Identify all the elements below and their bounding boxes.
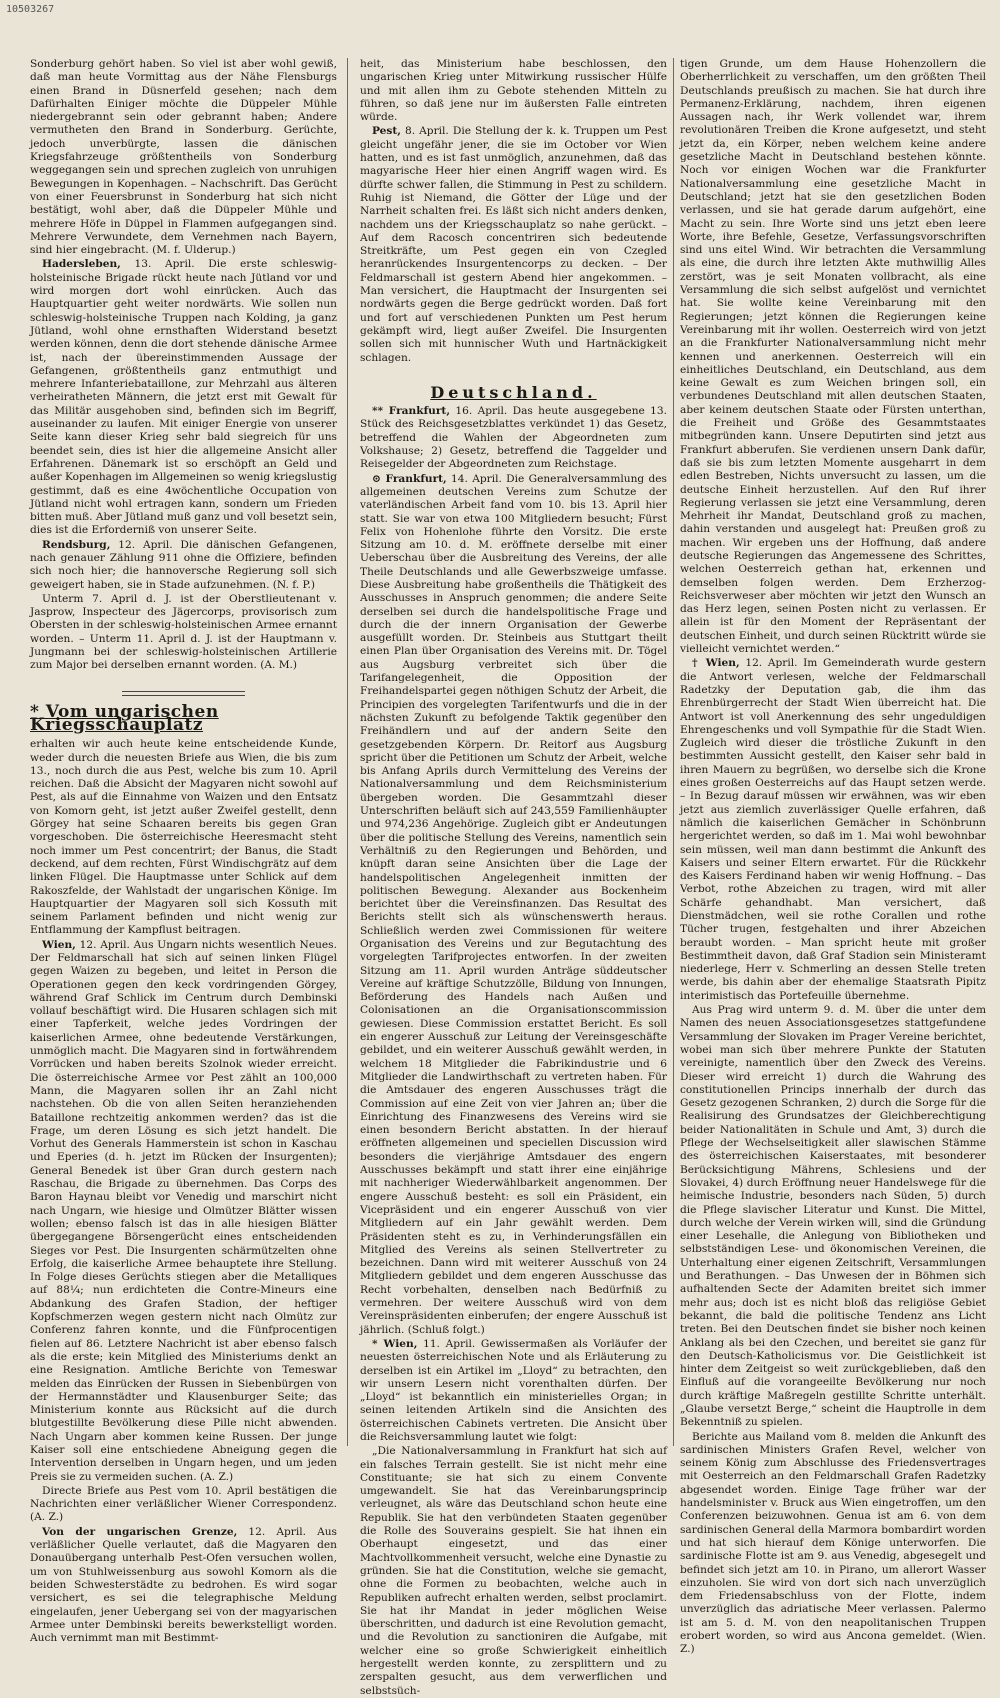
column-middle [360, 58, 667, 1697]
page-id-label: 10503267 [6, 4, 55, 15]
paragraph-text: 12. April. Die dänischen Gefangenen, nach genauer Zählung 911 ohne die Offiziere, befinden sich noch hier; die hannoversche Regierung soll sich geweigert haben, sie in Stade aufzunehmen. (N. f. P.) [30, 538, 337, 591]
paragraph [30, 1526, 337, 1646]
dateline: Pest, [372, 125, 401, 138]
paragraph [30, 939, 337, 1484]
section-break [30, 691, 337, 696]
paragraph-text: 12. April. Im Gemeinderath wurde gestern die Antwort verlesen, welche der Feldmarschall Radetzky der Deputation gab, die ihm das Ehrenbürgerrecht der Stadt Wien überreicht hat. Die Antwort ist voll Anerkennung des sehr ungeduldigen Ehrengeschenks und voll Sympathie für die Stadt Wien. Zugleich wird dieser die tröstliche Zukunft in den bestimmten Aussicht gestellt, den Kaiser sehr bald in ihren Mauern zu begrüßen, wo derselbe sich die Krone eines großen Oesterreichs auf das Haupt setzen werde. – In Bezug darauf müssen wir erwähnen, was wir eben jetzt aus ziemlich zuverlässiger Quelle erfahren, daß nämlich die kaiserlichen Gemächer in Schönbrunn hergerichtet werden, so daß im 1. Mai wohl bewohnbar sein müssen, weil man dann bestimmt die Ankunft des Kaisers und seiner Eltern erwartet. Für die Rückkehr des Kaisers Ferdinand haben wir wenig Hoffnung. – Das Verbot, rothe Abzeichen zu tragen, wird mit aller Schärfe gehandhabt. Man versichert, daß Dienstmädchen, weil sie rothe Corallen und rothe Tücher trugen, festgehalten und ihrer Abzeichen beraubt worden. – Man spricht heute mit großer Bestimmtheit davon, daß Graf Stadion sein Ministeramt niederlege, Herr v. Schmerling an dessen Stelle treten werde, bis dahin aber der ehemalige Staatsrath Pipitz interimistisch das Portefeuille übernehme. [680, 657, 986, 1002]
dateline: Rendsburg, [42, 538, 111, 551]
column-divider [347, 58, 348, 1446]
dateline: * Wien, [372, 1337, 418, 1350]
column-right [680, 58, 986, 1656]
paragraph-text: 8. April. Die Stellung der k. k. Truppen um Pest gleicht ungefähr jener, die sie im October vor Wien hatten, und es ist fast unmöglich, anzunehmen, daß das magyarische Heer hier einen Angriff wagen wird. Es dürfte schwer fallen, die Stimmung in Pest zu schildern. Ruhig ist Niemand, die Götter der Lüge und der Narrheit schalten frei. Es läßt sich nicht anders denken, nachdem uns der Kriegsschauplatz so nahe gerückt. – Auf dem Racosch concentriren sich bedeutende Streitkräfte, um Pest gegen ein von Czegled heranrückendes Insurgentencorps zu decken. – Der Feldmarschall ist gestern Abend hier angekommen. – Man versichert, die Hauptmacht der Insurgenten sei nordwärts gegen die Berge gedrückt worden. Daß fort und fort auf verschiedenen Punkten um Pest herum gekämpft wird, liegt außer Zweifel. Die Insurgenten sollen sich mit hunnischer Wuth und Hartnäckigkeit schlagen. [360, 125, 667, 364]
paragraph [360, 473, 667, 1337]
dateline: ** Frankfurt, [372, 405, 451, 418]
paragraph-text: 13. April. Die erste schleswig-holsteinische Brigade rückt heute nach Jütland vor und wird morgen dort wohl einrücken. Auch das Hauptquartier geht weiter nordwärts. Wie sollen nun schleswig-holsteinische Truppen nach Kolding, ja ganz Jütland, wohl ohne ernsthaften Widerstand besetzt werden können, denn die dort stehende dänische Armee ist, nach der übereinstimmenden Aussage der Gefangenen, größtentheils ganz entmuthigt und mehrere Infanteriebataillone, zur Mehrzahl aus älteren verheiratheten Männern, die jetzt erst mit Gewalt für das Militär ausgehoben sind, befinden sich im Begriff, auseinander zu laufen. Mit einiger Energie von unserer Seite kann dieser Krieg sehr bald siegreich für uns beendet sein, dies ist hier die allgemeine Ansicht aller Erfahrenen. Dänemark ist so erschöpft an Geld und außer Kopenhagen im Allgemeinen so wenig kriegslustig gestimmt, daß es eine 4wöchentliche Occupation von Jütland nicht wohl ertragen kann, sondern um Frieden bitten muß. Aber Jütland muß ganz und voll besetzt sein, dies ist die Erforderniß von unserer Seite. [30, 258, 337, 537]
paragraph: heit, das Ministerium habe beschlossen, den ungarischen Krieg unter Mitwirkung russischer Hülfe und mit allen ihm zu Gebote stehenden Mitteln zu führen, so daß jene nur im äußersten Falle eintreten würde. [360, 58, 667, 124]
paragraph: Directe Briefe aus Pest vom 10. April bestätigen die Nachrichten einer verläßlicher Wiener Correspondenz. (A. Z.) [30, 1484, 337, 1524]
paragraph [680, 657, 986, 1003]
paragraph [360, 125, 667, 364]
paragraph [360, 405, 667, 471]
paragraph: erhalten wir auch heute keine entscheidende Kunde, weder durch die neuesten Briefe aus Wien, die bis zum 13., noch durch die aus Pest, welche bis zum 10. April reichen. Daß die Absicht der Magyaren nicht sowohl auf Pest, als auf die Einnahme von Waizen und den Entsatz von Komorn geht, ist jetzt außer Zweifel gestellt, denn Görgey hat seine Schaaren bereits bis gegen Gran vorgeschoben. Die österreichische Heeresmacht steht noch immer um Pest concentrirt; der Banus, die Stadt deckend, auf dem rechten, Fürst Windischgrätz auf dem linken Flügel. Die Hauptmasse unter Schlick auf dem Rakoszfelde, der Wahlstadt der ungarischen Könige. Im Hauptquartier der Magyaren soll sich Kossuth mit seinem Parlament befinden und nicht wenig zur Entflammung der Kampflust beitragen. [30, 738, 337, 937]
ornament-rule [122, 691, 245, 696]
paragraph [30, 539, 337, 592]
column-divider [673, 58, 674, 1446]
paragraph-text: 12. April. Aus Ungarn nichts wesentlich Neues. Der Feldmarschall hat sich auf seinen linken Flügel gegen Waizen zu begeben, und leitet in Person die Operationen gegen den keck vordringenden Görgey, während Graf Schlick im Centrum durch Dembinski vollauf beschäftigt wird. Die Husaren schlagen sich mit einer Tapferkeit, welche jedes Vordringen der kaiserlichen Armee, ohne bedeutende Verstärkungen, unmöglich macht. Die Magyaren sind in fortwährendem Vorrücken und haben bereits Szolnok wieder erreicht. Die österreichische Armee vor Pest zählt an 100,000 Mann, die Magyaren sollen ihr an Zahl nicht nachstehen. Ob die von allen Seiten heranziehenden Bataillone rechtzeitig ankommen werden? das ist die Frage, um deren Lösung es sich jetzt handelt. Die Vorhut des Generals Hammerstein ist schon in Kaschau und Eperies (d. h. jetzt im Rücken der Insurgenten); General Benedek ist über Gran durch gestern nach Raschau, die Brigade zu übernehmen. Das Corps des Baron Haynau bleibt vor Venedig und marschirt nicht nach Ungarn, wie hiesige und Olmützer Blätter wissen wollen; ebenso falsch ist das in alle hiesigen Blätter übergegangene Börsengerücht eines entscheidenden Sieges vor Pest. Die Insurgenten schärmützelten ohne Erfolg, die kaiserliche Armee behauptete ihre Stellung. In Folge dieses Gerüchts stiegen aber die Metalliques auf 88¼; nun erdichteten die Contre-Mineurs eine Abdankung des Grafen Stadion, der heftiger Kopfschmerzen wegen gestern nicht nach Olmütz zur Conferenz fahren konnte, und die Fünfprocentigen fielen auf 86. Letztere Nachricht ist aber ebenso falsch als die erste; kein Mitglied des Ministeriums denkt an eine Resignation. Amtliche Berichte von Temeswar melden das Einrücken der Russen in Siebenbürgen von der Hermannstädter und Klausenburger Seite; das Ministerium konnte aus Rücksicht auf die durch blutgestillte Bevölkerung diese Pille nicht abwenden. Nach Ungarn aber kommen keine Russen. Der junge Kaiser soll eine entschiedene Abneigung gegen die Intervention derselben in Ungarn hegen, und um jeden Preis sie zu vermeiden suchen. (A. Z.) [30, 938, 337, 1483]
paragraph: Aus Prag wird unterm 9. d. M. über die unter dem Namen des neuen Associationsgesetzes stattgefundene Versammlung der Slovaken im Prager Vereine berichtet, wobei man sich über mehrere Punkte der Statuten vereinigte, namentlich über den Zweck des Vereins. Dieser wird erreicht 1) durch die Wahrung des constitutionellen Princips innerhalb der durch das Gesetz gezogenen Schranken, 2) durch die Sorge für die Realisirung des Grundsatzes der Gleichberechtigung beider Nationalitäten in Schule und Amt, 3) durch die Pflege der Wechselseitigkeit aller slawischen Stämme des österreichischen Kaiserstaates, mit besonderer Berücksichtigung Mährens, Schlesiens und der Slovakei, 4) durch Eröffnung neuer Handelswege für die heimische Industrie, besonders nach Süden, 5) durch die Pflege slavischer Literatur und Kunst. Die Mittel, durch welche der Verein wirken will, sind die Gründung einer Lesehalle, die Anlegung von Bibliotheken und selbstständigen Lese- und ökonomischen Vereinen, die Unterhaltung einer eigenen Zeitschrift, Versammlungen und Berathungen. – Das Unwesen der in Böhmen sich aufhaltenden Secte der Adamiten breitet sich immer mehr aus; doch ist es nicht bloß das religiöse Gebiet bekannt, die bald die politische Tendenz ans Licht treten. Bei den Deutschen findet sie bisher noch keinen Anklang als bei den Czechen, und bereitet sie ganz für den Deutsch-Katholicismus vor. Die Geistlichkeit ist hinter dem Zeitgeist so weit zurückgeblieben, daß den Einfluß auf die vorangeeilte Bevölkerung nur noch durch kräftige Maßregeln gestillte Schritte unterhält. „Glaube versetzt Berge,“ scheint die Hauptrolle in dem Bekenntniß zu spielen. [680, 1004, 986, 1429]
dateline: Von der ungarischen Grenze, [42, 1525, 238, 1538]
paragraph-text: 14. April. Die Generalversammlung des allgemeinen deutschen Vereins zum Schutze der vaterländischen Arbeit fand vom 10. bis 13. April hier statt. Sie war von etwa 100 Mitgliedern besucht; Fürst Felix von Hohenlohe führte den Vorsitz. Die erste Sitzung am 10. d. M. eröffnete derselbe mit einer Ueberschau über die Ausbreitung des Vereins, der alle Theile Deutschlands und alle Gewerbszweige umfasse. Diese Ausbreitung habe großentheils die Thätigkeit des Ausschusses in Anspruch genommen; die andere Seite derselben sei durch die handelspolitische Frage und durch die der innern Organisation der Gewerbe ausgefüllt worden. Dr. Steinbeis aus Stuttgart theilt einen Plan über Organisation des Vereins mit. Dr. Tögel aus Augsburg verbreitet sich über die Tarifangelegenheit, die Opposition der Freihandelspartei gegen nöthigen Schutz der Arbeit, die Principien des vorgelegten Tarifentwurfs und die in der nächsten Zukunft zu befolgende Taktik gegenüber den Freihändlern und auf der andern Seite den gesetzgebenden Körpern. Dr. Reitorf aus Augsburg spricht über die Petitionen um Schutz der Arbeit, welche bis Anfang Aprils durch Vermittelung des Vereins der Nationalversammlung und dem Reichsministerium übergeben worden. Die Gesammtzahl dieser Unterschriften beläuft sich auf 243,559 Familienhäupter und 974,236 Angehörige. Zugleich gibt er Andeutungen über die politische Stellung des Vereins, namentlich sein Verhältniß zu den Regierungen und Behörden, und knüpft daran seine Ansichten über die Lage der handelspolitischen Angelegenheit inmitten der politischen Bewegung. Alexander aus Bockenheim berichtet über die Vereinsfinanzen. Das Resultat des Berichts stellt sich als wünschenswerth heraus. Schließlich werden zwei Commissionen für weitere Organisation des Vereins und zur Begutachtung des vorgelegten Tarifprojectes entworfen. In der zweiten Sitzung am 11. April wurden Anträge süddeutscher Vereine auf kräftige Schutzzölle, Bildung von Innungen, Beförderung des Handels nach Außen und Colonisationen an die Organisationscommission gewiesen. Diese Commission erstattet Bericht. Es soll ein engerer Ausschuß zur Leitung der Vereinsgeschäfte gebildet, und ein weiterer Ausschuß gewählt werden, in welchem 18 Mitglieder die Fabrikindustrie und 6 Mitglieder die Landwirthschaft zu vertreten haben. Für die Amtsdauer des engeren Ausschusses trägt die Commission auf eine Zeit von vier Jahren an; über die Einrichtung des Finanzwesens des Vereins wird sie einen besondern Bericht abstatten. In der hierauf eröffneten allgemeinen und speciellen Discussion wird besonders die vierjährige Amtsdauer des engern Ausschusses bekämpft und statt ihrer eine einjährige mit nachheriger Wiederwählbarkeit angenommen. Der engere Ausschuß besteht: es soll ein Präsident, ein Vicepräsident und ein engerer Ausschuß von vier Mitgliedern auf ein Jahr gewählt werden. Dem Präsidenten steht es zu, in Verhinderungsfällen ein Mitglied des Vereins als seinen Stellvertreter zu bezeichnen. Dann wird mit weiterer Ausschuß von 24 Mitgliedern gebildet und dem engeren Ausschusse das Recht vorbehalten, denselben nach Bedürfniß zu vermehren. Der weitere Ausschuß wird von dem Vereinspräsidenten einberufen; der engere Ausschuß ist jährlich. (Schluß folgt.) [360, 472, 667, 1336]
column-left [30, 58, 337, 1645]
paragraph-text: 12. April. Aus verläßlicher Quelle verlautet, daß die Magyaren den Donauübergang unterhalb Pest-Ofen versuchen wollen, um von Stuhlweissenburg aus sowohl Komorn als die beiden Schwesterstädte zu bedrohen. Es wird sogar versichert, es sei die telegraphische Meldung eingelaufen, jener Uebergang sei von der magyarischen Armee unter Dembinski bereits bewerkstelligt worden. Auch vernimmt man mit Bestimmt- [30, 1525, 337, 1645]
paragraph-text: 16. April. Das heute ausgegebene 13. Stück des Reichsgesetzblattes verkündet 1) das Gesetz, betreffend die Wahlen der Abgeordneten zum Volkshause; 2) Gesetz, betreffend die Taggelder und Reisegelder der Abgeordneten zum Reichstage. [360, 405, 667, 471]
paragraph: tigen Grunde, um dem Hause Hohenzollern die Oberherrlichkeit zu verschaffen, um den größten Theil Deutschlands preußisch zu machen. Sie hat durch ihre Permanenz-Erklärung, nachdem, ihren eigenen Aussagen nach, ihr Werk vollendet war, ihrem revolutionären Treiben die Krone aufgesetzt, und steht jetzt da, ein Körper, neben welchem keine andere gesetzliche Macht in Deutschland bestehen könnte. Noch vor einigen Wochen war die Frankfurter Nationalversammlung eine gesetzliche Macht in Deutschland; jetzt hat sie den gesetzlichen Boden verlassen, und sie hat gerade darum aufgehört, eine Macht zu sein. Ihre Worte sind uns jetzt eben leere Worte, ihre Befehle, Gesetze, Verfassungsvorschriften sind uns eitel Wind. Wir betrachten die Versammlung als eine, die durch ihre letzten Akte muthwillig Alles zerstört, was je seit Monaten vollbracht, als eine Versammlung die sich selbst aufgelöst und vernichtet hat. Sie wollte keine Vereinbarung mit den Regierungen; jetzt können die Regierungen keine Vereinbarung mit ihr wollen. Oesterreich wird von jetzt an die Frankfurter Nationalversammlung nicht mehr kennen und anerkennen. Oesterreich will ein einheitliches Deutschland, ein Deutschland, aus dem keine Gewalt es zum Weichen bringen soll, ein verbundenes Deutschland mit allen deutschen Staaten, aber keinem deutschen Staate oder Fürsten unterthan, die Freiheit und Größe des Gesammtstaates mitbegründen kann. Unsere Deputirten sind jetzt aus Frankfurt abberufen. Sie verdienen unsern Dank dafür, daß sie bis zum letzten Momente ausgeharrt in dem edlen Bestreben, Nichts unversucht zu lassen, um die deutsche Einheit herzustellen. Auf den Ruf ihrer Regierung verlassen sie jetzt eine Versammlung, deren Mehrheit ihr Mandat, Deutschland groß zu machen, dahin verstanden und ausgelegt hat: Preußen groß zu machen. Wir ergeben uns der Hoffnung, daß andere deutsche Regierungen das Angemessene des Schrittes, welchen Oesterreich gethan hat, erkennen und demselben folgen werden. Dem Erzherzog-Reichsverweser aber möchten wir jetzt den Wunsch an das Herz legen, seinen Posten nicht zu verlassen. Er allein ist für den Moment der Repräsentant der deutschen Einheit, und durch seinen Rücktritt würde sie vielleicht vernichtet werden.“ [680, 58, 986, 656]
dateline: Hadersleben, [42, 258, 121, 271]
paragraph-text: 11. April. Gewissermaßen als Vorläufer der neuesten österreichischen Note und als Erläuterung zu derselben ist ein Artikel im „Lloyd“ zu betrachten, den wir unsern Lesern nicht vorenthalten dürfen. Der „Lloyd“ ist bekanntlich ein ministerielles Organ; in seinen leitenden Artikeln sind die Ansichten des österreichischen Cabinets vertreten. Die Ansicht über die Reichsversammlung lautet wie folgt: [360, 1337, 667, 1443]
section-heading-germany: Deutschland. [430, 382, 597, 402]
spacer [360, 366, 667, 382]
section-heading-hungary: * Vom ungarischen Kriegsschauplatz [30, 701, 219, 735]
dateline: ⊙ Frankfurt, [372, 472, 447, 485]
paragraph: Berichte aus Mailand vom 8. melden die Ankunft des sardinischen Ministers Grafen Revel, welcher von seinem König zum Abschlusse des Friedensvertrages mit Oesterreich an den Feldmarschall Grafen Radetzky abgesendet worden. Einige Tage früher war der handelsminister v. Bruck aus Wien eingetroffen, um den Conferenzen beizuwohnen. Genua ist am 6. von dem sardinischen General della Marmora bombardirt worden und hat sich hierauf dem Könige unterworfen. Die sardinische Flotte ist am 9. aus Venedig, abgesegelt und befindet sich jetzt am 10. in Pirano, um allerort Wasser einzuholen. Sie wird von dort sich nach unverzüglich dem Friedensabschluss von der Flotte, indem unverzüglich das adriatische Meer verlassen. Palermo ist am 5. d. M. von den neapolitanischen Truppen erobert worden, so wird aus Ancona gemeldet. (Wien. Z.) [680, 1430, 986, 1656]
paragraph: „Die Nationalversammlung in Frankfurt hat sich auf ein falsches Terrain gestellt. Sie ist nicht mehr eine Constituante; sie hat sich zu einem Convente umgewandelt. Sie hat das Vereinbarungsprincip verleugnet, als wäre das Deutschland schon heute eine Republik. Sie hat den verbündeten Staaten gegenüber die Rolle des Souverains gespielt. Sie hat ihnen ein Oberhaupt eingesetzt, und das einer Machtvollkommenheit versucht, welche eine Dynastie zu gründen. Sie hat die Constitution, welche sie gemacht, ohne die Formen zu beobachten, welche auch in Republiken aufrecht erhalten werden, selbst proclamirt. Sie hat ihr Mandat in jeder möglichen Weise überschritten, und dadurch ist eine Revolution gemacht, und die Revolution zu sanctioniren die Aufgabe, mit welcher eine so große Schwierigkeit einheitlich hergestellt werden konnte, zu zersplittern und zu zerspalten gesucht, aus dem verwerflichen und selbstsüch- [360, 1445, 667, 1697]
paragraph: Unterm 7. April d. J. ist der Oberstlieutenant v. Jasprow, Inspecteur des Jägercorps, provisorisch zum Obersten in der schleswig-holsteinischen Armee ernannt worden. – Unterm 11. April d. J. ist der Hauptmann v. Jungmann bei der schleswig-holsteinischen Artillerie zum Major bei derselben ernannt worden. (A. M.) [30, 592, 337, 672]
dateline: Wien, [42, 938, 76, 951]
paragraph [30, 258, 337, 537]
paragraph: Sonderburg gehört haben. So viel ist aber wohl gewiß, daß man heute Vormittag aus der Nähe Flensburgs einen Brand in Düsnerfeld gesehen; nach dem Dafürhalten Einiger möchte die Düppeler Mühle niedergebrannt sein oder gebrannt haben; Andere vermutheten den Brand in Sonderburg. Gerüchte, jedoch unverbürgte, lassen die dänischen Kriegsfahrzeuge größtentheils von Sonderburg weggegangen sein und sprechen zugleich von unruhigen Bewegungen in Kopenhagen. – Nachschrift. Das Gerücht von einer Feuersbrunst in Sonderburg hat sich nicht bestätigt, wohl aber, daß die Düppeler Mühle und mehrere Höfe in Düppel in Flammen aufgegangen sind. Mehrere Verwundete, dem Vernehmen nach Bayern, sind hier eingebracht. (M. f. Ulderup.) [30, 58, 337, 257]
dateline: † Wien, [692, 657, 740, 670]
paragraph [360, 1338, 667, 1444]
